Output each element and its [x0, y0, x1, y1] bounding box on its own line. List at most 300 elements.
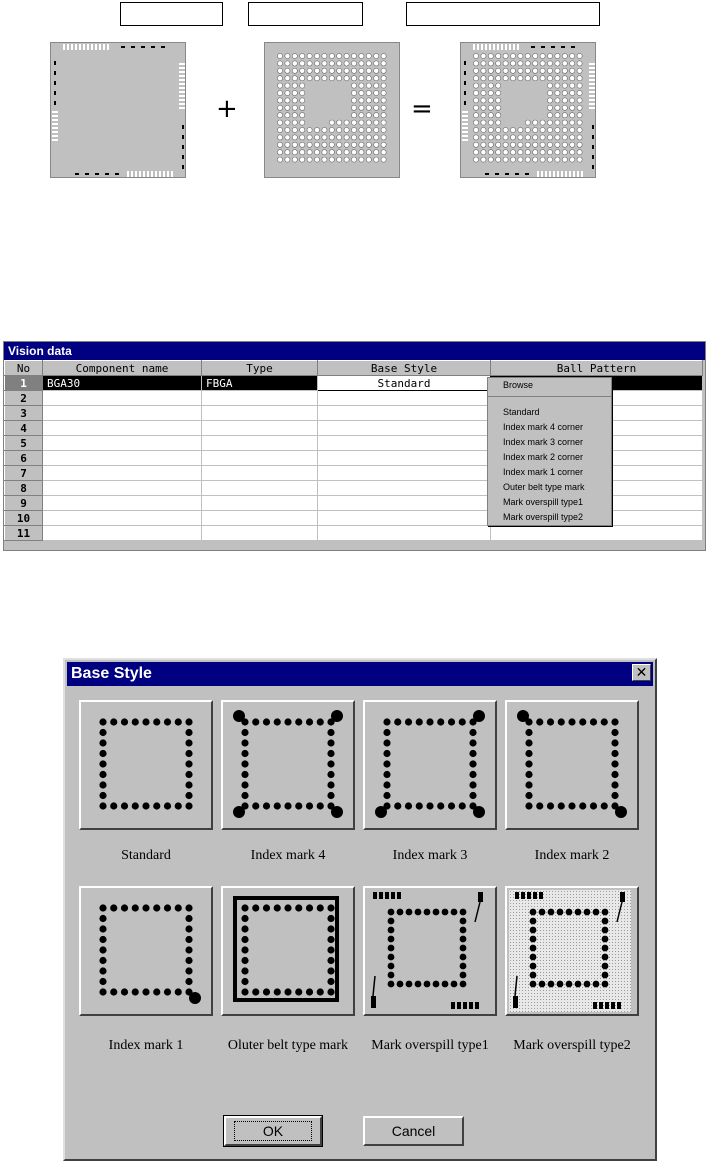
dropdown-item[interactable]: Index mark 1 corner — [503, 467, 584, 477]
row-number-cell[interactable]: 3 — [5, 406, 43, 421]
ball-dot — [460, 936, 467, 943]
overspill-mark — [475, 1002, 479, 1009]
ball-dot — [503, 157, 508, 162]
ball-dot — [132, 904, 139, 911]
base-style-cell[interactable] — [318, 466, 491, 481]
component-name-cell[interactable] — [43, 526, 202, 541]
ball-dot — [488, 53, 493, 58]
ball-dot — [366, 76, 371, 81]
ball-dot — [277, 120, 282, 125]
type-cell[interactable] — [202, 526, 318, 541]
ball-dot — [602, 972, 609, 979]
base-style-dropdown-list[interactable] — [487, 377, 612, 526]
base-style-option-label: Mark overspill type1 — [371, 1038, 489, 1053]
ball-dot — [185, 915, 192, 922]
base-style-cell[interactable]: Standard — [318, 376, 491, 391]
dash-mark — [75, 173, 79, 175]
ball-dot — [547, 157, 552, 162]
ball-dot — [547, 142, 552, 147]
ball-dot — [503, 68, 508, 73]
column-header-base-style[interactable]: Base Style — [318, 361, 491, 376]
ball-dot — [533, 76, 538, 81]
ball-dot — [525, 792, 532, 799]
ball-dot — [460, 972, 467, 979]
ball-dot — [175, 802, 182, 809]
ball-dot — [488, 113, 493, 118]
pad-mark — [589, 83, 595, 85]
ball-dot — [366, 53, 371, 58]
base-style-cell[interactable] — [318, 436, 491, 451]
ball-dot — [285, 105, 290, 110]
type-cell[interactable] — [202, 451, 318, 466]
dash-mark — [54, 71, 56, 75]
ball-dot — [185, 802, 192, 809]
ball-dot — [327, 781, 334, 788]
dropdown-item[interactable]: Mark overspill type2 — [503, 512, 584, 522]
ball-dot — [424, 981, 431, 988]
type-cell[interactable] — [202, 466, 318, 481]
pad-mark — [179, 67, 185, 69]
overspill-mark — [451, 1002, 455, 1009]
ball-dot — [496, 76, 501, 81]
ball-dot — [241, 739, 248, 746]
ball-dot — [142, 802, 149, 809]
base-style-option-button[interactable] — [505, 886, 639, 1016]
ball-dot — [327, 967, 334, 974]
base-style-cell[interactable] — [318, 526, 491, 541]
ball-dot — [285, 53, 290, 58]
ball-dot — [292, 98, 297, 103]
component-name-cell[interactable] — [43, 421, 202, 436]
dropdown-item[interactable]: Index mark 4 corner — [503, 422, 584, 432]
ball-dot — [473, 150, 478, 155]
ball-dot — [132, 802, 139, 809]
ball-dot — [344, 135, 349, 140]
ball-dot — [277, 105, 282, 110]
ball-dot — [570, 150, 575, 155]
base-style-cell[interactable] — [318, 481, 491, 496]
ball-dot — [327, 936, 334, 943]
ball-dot — [329, 68, 334, 73]
ball-dot — [121, 718, 128, 725]
pad-mark — [155, 171, 157, 177]
ball-dot — [469, 760, 476, 767]
ball-dot — [469, 771, 476, 778]
ball-dot — [533, 120, 538, 125]
column-header-component-name[interactable]: Component name — [43, 361, 202, 376]
type-cell[interactable] — [202, 511, 318, 526]
ball-dot — [300, 120, 305, 125]
ball-dot — [562, 135, 567, 140]
ball-dot — [611, 760, 618, 767]
ball-dot — [525, 760, 532, 767]
ball-dot — [525, 68, 530, 73]
pad-mark — [541, 171, 543, 177]
ball-dot — [351, 105, 356, 110]
ball-dot — [300, 68, 305, 73]
overspill-mark — [527, 892, 531, 899]
ball-dot — [277, 76, 282, 81]
ball-dot — [577, 105, 582, 110]
ball-dot — [577, 61, 582, 66]
ball-dot — [555, 120, 560, 125]
pad-mark — [462, 119, 468, 121]
ball-dot — [132, 718, 139, 725]
component-name-cell[interactable] — [43, 496, 202, 511]
overspill-line — [373, 976, 375, 996]
ball-dot — [110, 988, 117, 995]
ball-dot — [366, 120, 371, 125]
cancel-button[interactable]: Cancel — [363, 1116, 464, 1146]
component-name-cell[interactable] — [43, 391, 202, 406]
ball-dot — [611, 739, 618, 746]
row-number-cell[interactable]: 10 — [5, 511, 43, 526]
ball-dot — [437, 802, 444, 809]
ball-dot — [241, 946, 248, 953]
component-name-cell[interactable] — [43, 436, 202, 451]
overspill-mark — [379, 892, 383, 899]
ball-dot — [555, 61, 560, 66]
ball-dot — [602, 936, 609, 943]
ball-dot — [99, 718, 106, 725]
ball-dot — [314, 68, 319, 73]
dropdown-item[interactable]: Standard — [503, 407, 540, 417]
ball-dot — [99, 750, 106, 757]
ball-dot — [99, 802, 106, 809]
base-style-cell[interactable] — [318, 421, 491, 436]
index-mark-dot — [233, 806, 245, 818]
dash-mark — [551, 46, 555, 48]
ok-button[interactable] — [224, 1116, 322, 1146]
pad-mark — [87, 44, 89, 50]
base-style-option-button[interactable] — [363, 700, 497, 830]
type-cell[interactable]: FBGA — [202, 376, 318, 391]
ball-dot — [530, 918, 537, 925]
index-mark-dot — [331, 710, 343, 722]
pad-mark — [52, 135, 58, 137]
ball-dot — [366, 90, 371, 95]
ball-dot — [562, 76, 567, 81]
base-style-cell[interactable] — [318, 511, 491, 526]
base-style-option-button[interactable] — [221, 700, 355, 830]
ball-dot — [555, 76, 560, 81]
ball-dot — [314, 76, 319, 81]
ball-dot — [344, 157, 349, 162]
dash-mark — [85, 173, 89, 175]
ball-dot — [351, 150, 356, 155]
ball-dot — [366, 68, 371, 73]
pad-mark — [589, 95, 595, 97]
ball-dot — [488, 142, 493, 147]
ball-dot — [277, 83, 282, 88]
component-name-cell[interactable] — [43, 466, 202, 481]
ball-dot — [525, 53, 530, 58]
row-number-cell[interactable]: 7 — [5, 466, 43, 481]
ball-dot — [481, 113, 486, 118]
base-style-option-button[interactable] — [79, 886, 213, 1016]
ball-dot — [540, 53, 545, 58]
pad-mark — [497, 44, 499, 50]
ball-dot — [307, 76, 312, 81]
ball-dot — [381, 53, 386, 58]
ok-label: OK — [234, 1121, 312, 1141]
pad-mark — [589, 67, 595, 69]
pad-mark — [549, 171, 551, 177]
ball-dot — [570, 76, 575, 81]
ball-dot — [570, 142, 575, 147]
label-box-base — [120, 2, 223, 26]
ball-dot — [99, 915, 106, 922]
ball-dot — [525, 729, 532, 736]
row-number-cell[interactable]: 6 — [5, 451, 43, 466]
overspill-mark — [385, 892, 389, 899]
ball-dot — [570, 53, 575, 58]
ball-dot — [388, 963, 395, 970]
dropdown-item[interactable]: Index mark 2 corner — [503, 452, 584, 462]
pad-mark — [589, 103, 595, 105]
ball-pattern-cell[interactable] — [491, 526, 703, 541]
ball-dot — [285, 61, 290, 66]
dash-mark — [151, 46, 155, 48]
ball-dot — [359, 135, 364, 140]
ball-dot — [351, 113, 356, 118]
base-style-cell[interactable] — [318, 406, 491, 421]
ball-dot — [406, 909, 413, 916]
ball-dot — [284, 718, 291, 725]
ball-dot — [388, 936, 395, 943]
overspill-mark — [539, 892, 543, 899]
pad-mark — [493, 44, 495, 50]
base-style-option-button[interactable] — [221, 886, 355, 1016]
ball-dot — [110, 802, 117, 809]
ball-dot — [99, 760, 106, 767]
ball-dot — [252, 718, 259, 725]
base-style-option-button[interactable] — [505, 700, 639, 830]
pad-mark — [537, 171, 539, 177]
component-name-cell[interactable]: BGA30 — [43, 376, 202, 391]
ball-dot — [496, 105, 501, 110]
row-number-cell[interactable]: 11 — [5, 526, 43, 541]
ball-dot — [405, 802, 412, 809]
ball-dot — [496, 142, 501, 147]
ball-dot — [285, 68, 290, 73]
component-name-cell[interactable] — [43, 481, 202, 496]
ball-dot — [525, 157, 530, 162]
pad-mark — [462, 135, 468, 137]
ball-dot — [577, 127, 582, 132]
ball-dot — [374, 105, 379, 110]
ball-dot — [307, 127, 312, 132]
ball-dot — [548, 981, 555, 988]
ball-dot — [322, 157, 327, 162]
pad-mark — [481, 44, 483, 50]
ball-dot — [566, 981, 573, 988]
ball-dot — [496, 120, 501, 125]
ball-dot — [577, 76, 582, 81]
ball-dot — [568, 718, 575, 725]
pad-mark — [52, 123, 58, 125]
ball-dot — [503, 53, 508, 58]
ball-dot — [496, 83, 501, 88]
dropdown-item[interactable]: Browse — [503, 380, 534, 390]
ball-dot — [570, 83, 575, 88]
base-style-cell[interactable] — [318, 496, 491, 511]
ball-dot — [426, 718, 433, 725]
type-cell[interactable] — [202, 406, 318, 421]
base-style-option-button[interactable] — [79, 700, 213, 830]
ball-dot — [300, 53, 305, 58]
row-number-cell[interactable]: 4 — [5, 421, 43, 436]
pad-mark — [557, 171, 559, 177]
type-cell[interactable] — [202, 481, 318, 496]
base-style-option-button[interactable] — [363, 886, 497, 1016]
dropdown-item[interactable]: Outer belt type mark — [503, 482, 585, 492]
ball-dot — [488, 105, 493, 110]
ball-dot — [366, 150, 371, 155]
ball-dot — [164, 988, 171, 995]
row-number-cell[interactable]: 9 — [5, 496, 43, 511]
ball-dot — [99, 988, 106, 995]
pad-mark — [462, 131, 468, 133]
ball-dot — [577, 90, 582, 95]
ball-dot — [329, 157, 334, 162]
ball-dot — [285, 135, 290, 140]
type-cell[interactable] — [202, 436, 318, 451]
ball-dot — [381, 98, 386, 103]
ball-dot — [337, 53, 342, 58]
ball-dot — [518, 76, 523, 81]
overspill-line — [475, 902, 480, 922]
row-number-cell[interactable]: 1 — [5, 376, 43, 391]
hatched-background — [509, 890, 631, 1012]
ball-dot — [469, 792, 476, 799]
ball-dot — [547, 135, 552, 140]
ball-dot — [99, 792, 106, 799]
ball-dot — [533, 127, 538, 132]
ball-dot — [481, 53, 486, 58]
dropdown-item[interactable]: Mark overspill type1 — [503, 497, 584, 507]
type-cell[interactable] — [202, 421, 318, 436]
dash-mark — [54, 61, 56, 65]
ball-dot — [584, 981, 591, 988]
overspill-type1-icon — [365, 888, 495, 1014]
ball-dot — [562, 98, 567, 103]
base-style-cell[interactable] — [318, 451, 491, 466]
ball-dot — [344, 53, 349, 58]
table-row[interactable] — [5, 526, 703, 541]
ball-dot — [555, 157, 560, 162]
ball-dot — [327, 988, 334, 995]
dash-mark — [592, 155, 594, 159]
base-style-option-label: Index mark 2 — [534, 848, 610, 863]
column-header-ball-pattern[interactable]: Ball Pattern — [491, 361, 703, 376]
ball-dot — [374, 83, 379, 88]
pad-mark — [589, 107, 595, 109]
row-number-cell[interactable]: 2 — [5, 391, 43, 406]
column-header-no[interactable]: No — [5, 361, 43, 376]
ball-dot — [274, 904, 281, 911]
ball-dot — [374, 150, 379, 155]
ball-dot — [525, 150, 530, 155]
ball-dot — [562, 142, 567, 147]
ball-dot — [99, 946, 106, 953]
ball-dot — [337, 150, 342, 155]
ball-dot — [433, 981, 440, 988]
component-name-cell[interactable] — [43, 406, 202, 421]
ball-dot — [547, 61, 552, 66]
ball-dot — [601, 718, 608, 725]
ball-dot — [533, 150, 538, 155]
ball-dot — [274, 988, 281, 995]
ball-dot — [327, 978, 334, 985]
ball-dot — [394, 718, 401, 725]
component-name-cell[interactable] — [43, 511, 202, 526]
ball-dot — [359, 105, 364, 110]
ball-dot — [307, 157, 312, 162]
dash-mark — [592, 135, 594, 139]
ball-dot — [359, 120, 364, 125]
ball-dot — [518, 157, 523, 162]
ball-dot — [306, 802, 313, 809]
ball-dot — [383, 750, 390, 757]
ball-dot — [562, 53, 567, 58]
ball-dot — [153, 802, 160, 809]
ball-dot — [602, 909, 609, 916]
pad-mark — [553, 171, 555, 177]
type-cell[interactable] — [202, 496, 318, 511]
close-icon[interactable]: ✕ — [632, 664, 651, 681]
ball-dot — [570, 157, 575, 162]
ball-dot — [473, 105, 478, 110]
row-number-cell[interactable]: 8 — [5, 481, 43, 496]
ball-dot — [547, 53, 552, 58]
ball-dot — [530, 972, 537, 979]
ball-dot — [503, 142, 508, 147]
base-style-cell[interactable] — [318, 391, 491, 406]
column-header-type[interactable]: Type — [202, 361, 318, 376]
dash-mark — [464, 81, 466, 85]
pad-mark — [52, 127, 58, 129]
ball-dot — [300, 150, 305, 155]
base-style-option-label: Oluter belt type mark — [227, 1038, 349, 1053]
component-name-cell[interactable] — [43, 451, 202, 466]
row-number-cell[interactable]: 5 — [5, 436, 43, 451]
ball-dot — [300, 142, 305, 147]
ball-dot — [547, 90, 552, 95]
ball-dot — [314, 157, 319, 162]
ball-dot — [388, 927, 395, 934]
pad-mark — [589, 87, 595, 89]
ball-dot — [314, 150, 319, 155]
ball-dot — [525, 750, 532, 757]
ball-dot — [381, 113, 386, 118]
ball-dot — [252, 802, 259, 809]
ball-dot — [359, 68, 364, 73]
ball-dot — [481, 98, 486, 103]
type-cell[interactable] — [202, 391, 318, 406]
ball-dot — [536, 802, 543, 809]
ball-dot — [577, 142, 582, 147]
ball-dot — [381, 76, 386, 81]
dropdown-item[interactable]: Index mark 3 corner — [503, 437, 584, 447]
ball-dot — [496, 68, 501, 73]
ball-dot — [175, 904, 182, 911]
ball-dot — [406, 981, 413, 988]
ball-dot — [292, 120, 297, 125]
ball-dot — [292, 113, 297, 118]
overspill-mark — [457, 1002, 461, 1009]
ball-dot — [575, 981, 582, 988]
